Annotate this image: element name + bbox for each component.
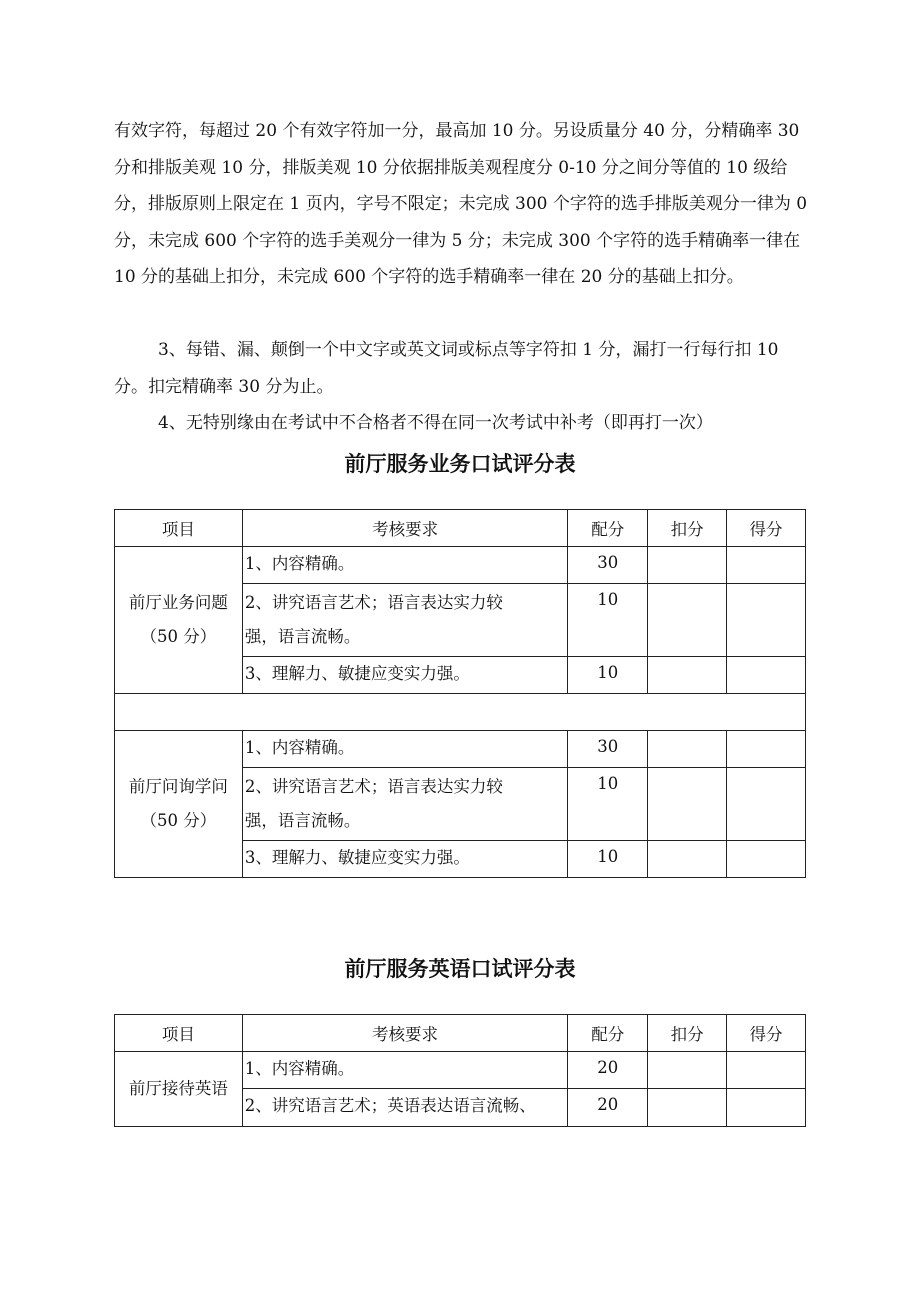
english-table-title: 前厅服务英语口试评分表 [344,957,576,981]
business-table-title: 前厅服务业务口试评分表 [344,452,576,476]
empty-separator-row [115,694,806,731]
points-cell: 30 [568,731,648,768]
requirement-cell: 2、讲究语言艺术；语言表达实力较 强，语言流畅。 [242,768,567,841]
business-score-table [114,509,806,878]
header-requirement: 考核要求 [242,1015,568,1052]
requirement-cell: 1、内容精确。 [242,731,567,768]
deduct-cell [648,731,727,768]
deduct-cell [648,547,727,584]
points-cell: 20 [568,1089,648,1127]
points-cell: 10 [568,657,648,694]
requirement-cell: 3、理解力、敏捷应变实力强。 [242,657,567,694]
item-cell: 前厅问询学问 （50 分） [115,731,243,878]
table-header-row [115,510,806,547]
score-cell [727,1052,806,1089]
english-score-table [114,1014,806,1127]
table-header-row [115,1015,806,1052]
deduct-cell [648,1089,727,1127]
points-cell: 30 [568,547,648,584]
header-points: 配分 [568,510,648,547]
requirement-cell: 2、讲究语言艺术；语言表达实力较 强，语言流畅。 [242,584,567,657]
header-points: 配分 [568,1015,648,1052]
header-score: 得分 [727,1015,806,1052]
requirement-cell: 3、理解力、敏捷应变实力强。 [242,841,567,878]
deduct-cell [648,768,727,841]
item-cell: 前厅接待英语 [115,1052,243,1127]
paragraph-error-deduction: 3、每错、漏、颠倒一个中文字或英文词或标点等字符扣 1 分，漏打一行每行扣 10 分。扣完精确率 30 分为止。 [114,340,779,397]
deduct-cell [648,584,727,657]
score-cell [727,547,806,584]
requirement-cell: 1、内容精确。 [242,547,567,584]
score-cell [727,841,806,878]
score-cell [727,657,806,694]
deduct-cell [648,841,727,878]
table-row [115,547,806,584]
points-cell: 10 [568,768,648,841]
requirement-cell: 1、内容精确。 [242,1052,568,1089]
deduct-cell [648,1052,727,1089]
header-deduct: 扣分 [648,1015,727,1052]
score-cell [727,731,806,768]
paragraph-no-retake: 4、无特别缘由在考试中不合格者不得在同一次考试中补考（即再打一次） [158,413,713,433]
header-item: 项目 [115,510,243,547]
header-score: 得分 [727,510,806,547]
header-requirement: 考核要求 [242,510,567,547]
item-cell: 前厅业务问题 （50 分） [115,547,243,694]
requirement-cell: 2、讲究语言艺术；英语表达语言流畅、 [242,1089,568,1127]
score-cell [727,584,806,657]
header-deduct: 扣分 [648,510,727,547]
header-item: 项目 [115,1015,243,1052]
deduct-cell [648,657,727,694]
score-cell [727,768,806,841]
table-row [115,731,806,768]
table-row [115,1052,806,1089]
points-cell: 20 [568,1052,648,1089]
points-cell: 10 [568,841,648,878]
score-cell [727,1089,806,1127]
points-cell: 10 [568,584,648,657]
paragraph-scoring-rules: 有效字符，每超过 20 个有效字符加一分，最高加 10 分。另设质量分 40 分，分精确率 30 分和排版美观 10 分，排版美观 10 分依据排版美观程度分 0-10 分之间分等值的 10 级给分，排版原则上限定在 1 页内，字号不限定；未完成 300 个字符的选手排版美观分一律为 0 分，未完成 600 个字符的选手美观分一律为 5 分；未完成 300 个字符的选手精确率一律在 10 分的基础上扣分，未完成 600 个字符的选手精确率一律在 20 分的基础上扣分。 [114,121,808,287]
